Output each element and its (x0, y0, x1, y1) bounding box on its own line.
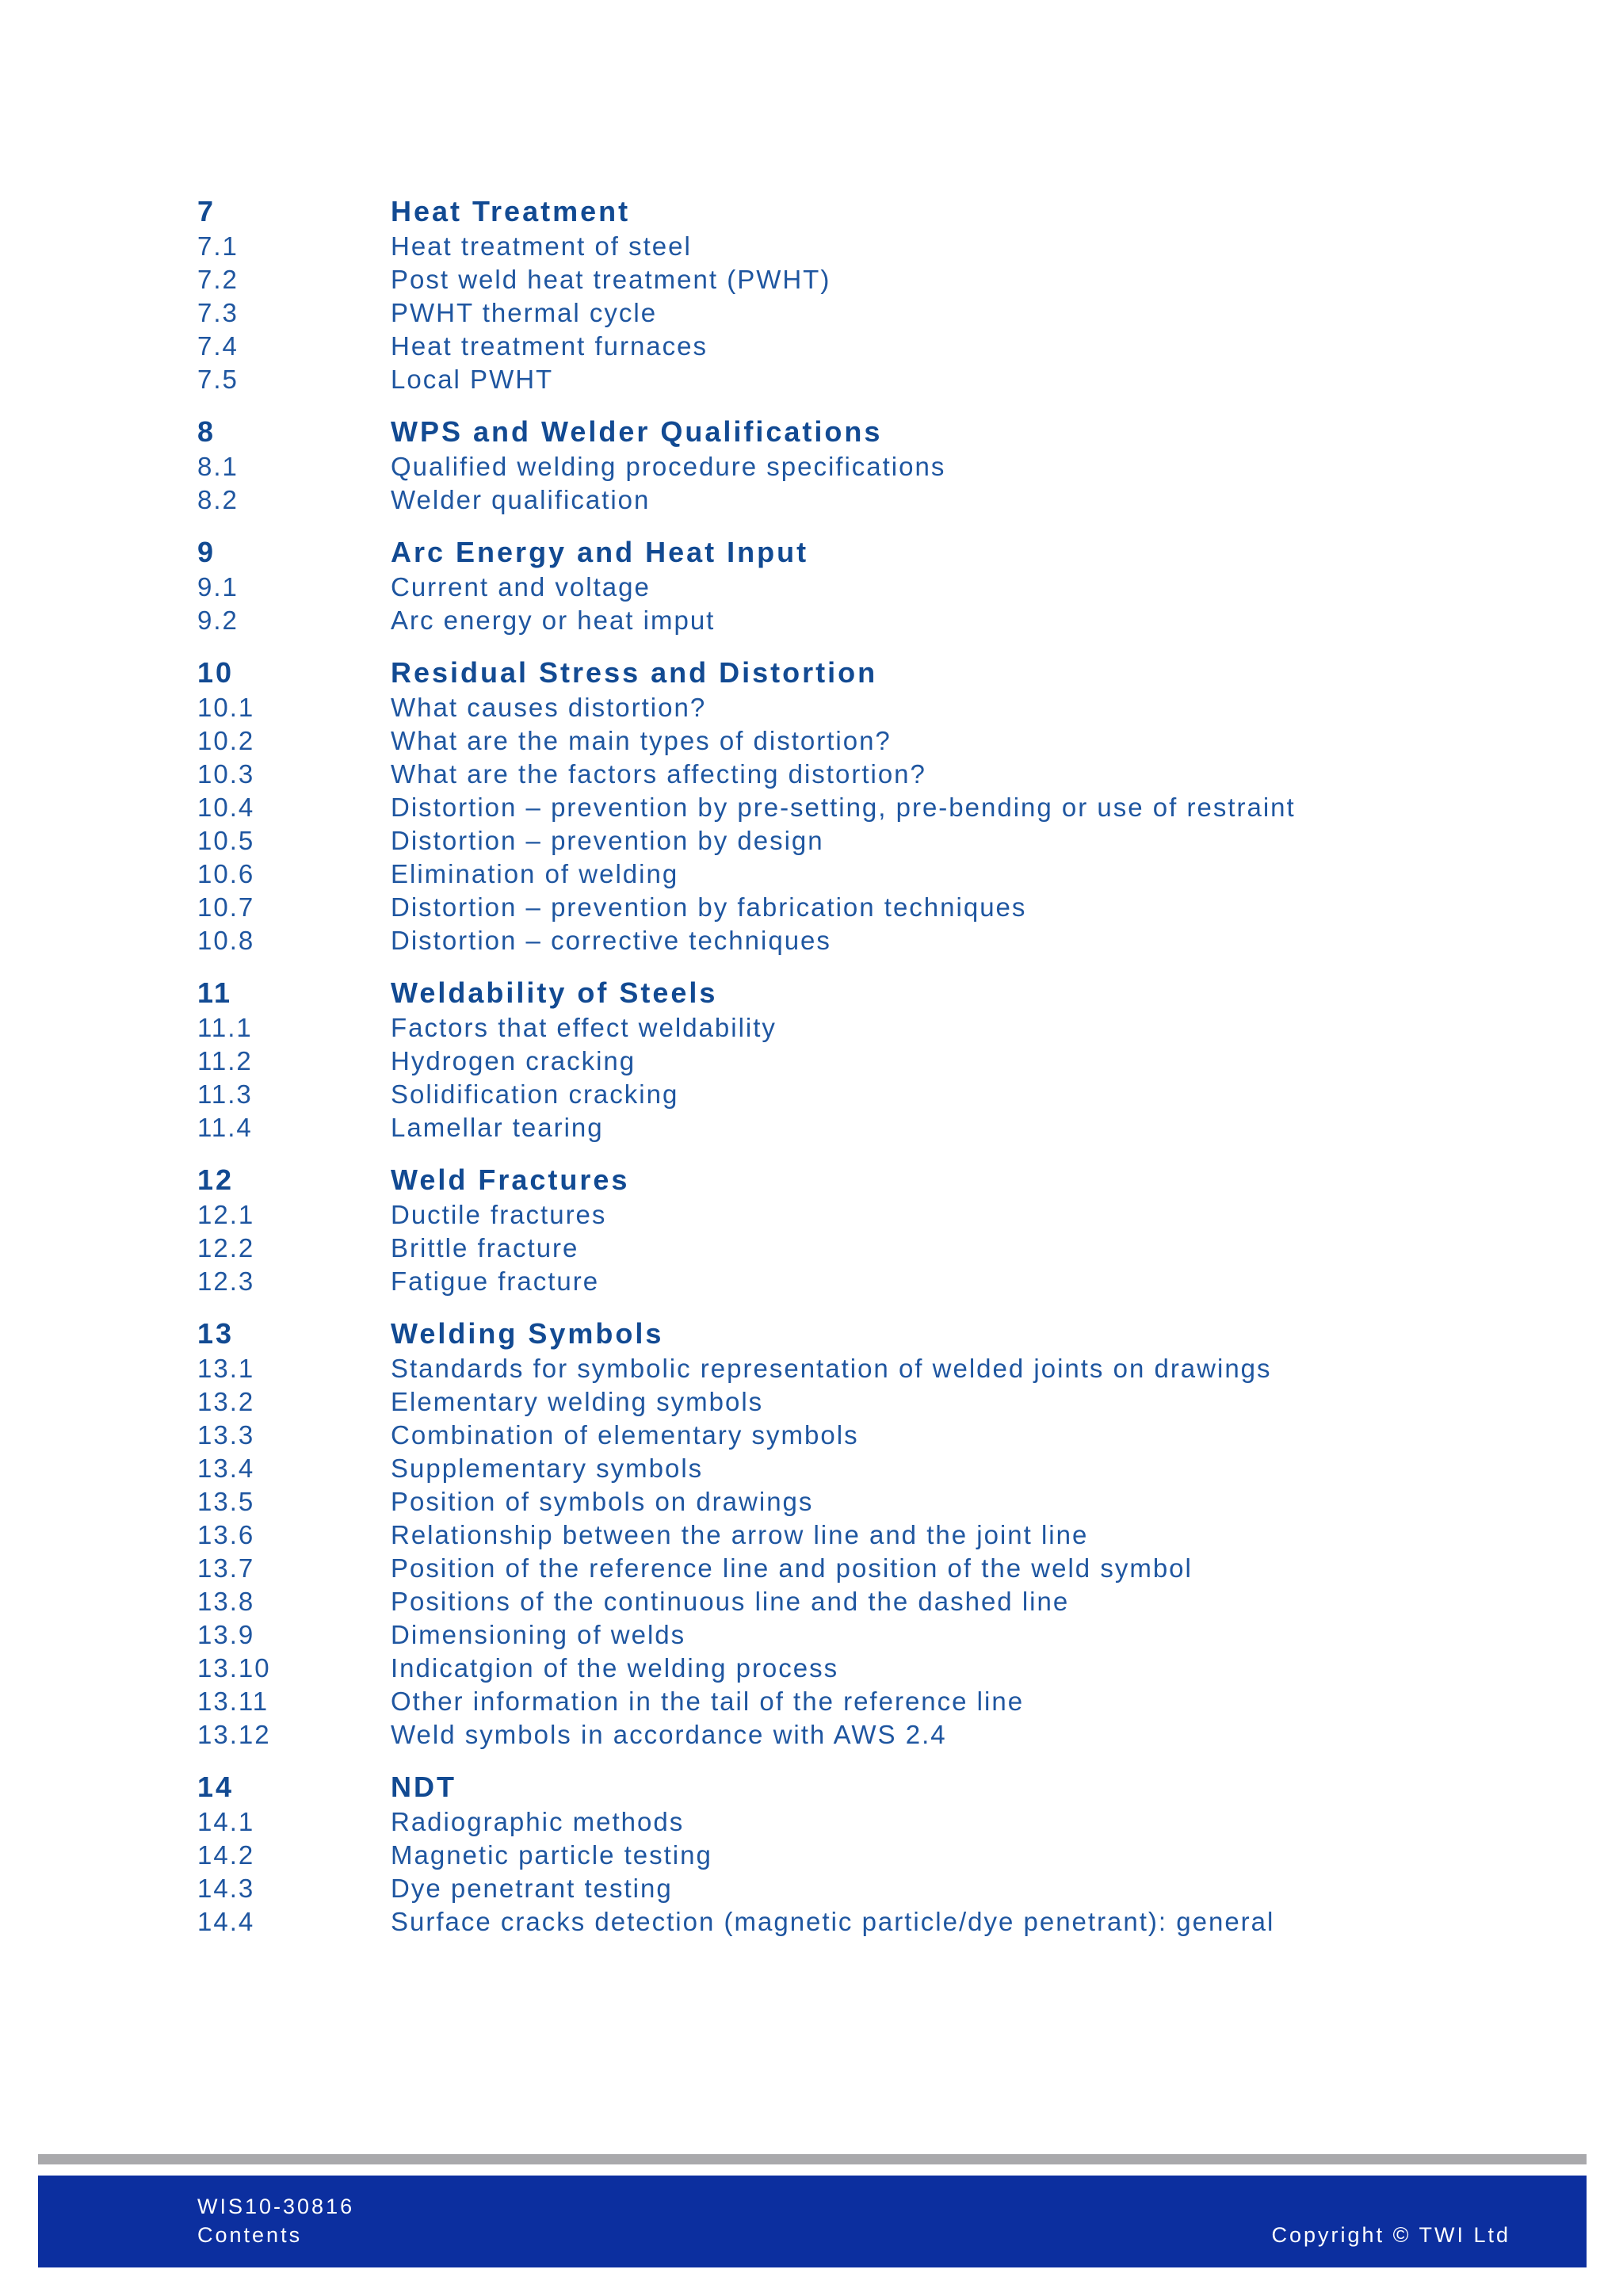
entry-number: 7.5 (197, 365, 239, 394)
toc-entry (197, 1233, 1434, 1266)
entry-number: 7.1 (197, 231, 239, 261)
entry-number: 7.3 (197, 298, 239, 327)
toc-entry (197, 892, 1434, 926)
entry-title: What are the factors affecting distortion? (391, 759, 926, 789)
entry-number: 12.3 (197, 1266, 255, 1296)
toc-entry (197, 1200, 1434, 1233)
entry-number: 7.4 (197, 331, 239, 361)
copyright-notice: Copyright © TWI Ltd (1271, 2223, 1510, 2247)
entry-number: 10.4 (197, 793, 255, 822)
entry-number: 13.10 (197, 1653, 271, 1683)
entry-number: 10.7 (197, 892, 255, 922)
entry-title: Weld symbols in accordance with AWS 2.4 (391, 1720, 947, 1749)
toc-entry (197, 1454, 1434, 1487)
toc-entry (197, 1553, 1434, 1587)
toc-entry (197, 759, 1434, 793)
toc-entry (197, 1420, 1434, 1454)
entry-title: Other information in the tail of the reference line (391, 1687, 1025, 1716)
entry-title: Surface cracks detection (magnetic particle/dye penetrant): general (391, 1907, 1275, 1936)
entry-number: 14.3 (197, 1874, 255, 1903)
entry-number: 13.4 (197, 1454, 255, 1483)
entry-number: 13.12 (197, 1720, 271, 1749)
chapter-title: Welding Symbols (391, 1317, 664, 1350)
page-footer (38, 2176, 1587, 2267)
toc-entry (197, 1687, 1434, 1720)
chapter-title: Heat Treatment (391, 195, 631, 227)
entry-title: Current and voltage (391, 572, 651, 602)
entry-title: Supplementary symbols (391, 1454, 704, 1483)
chapter-number: 8 (197, 415, 216, 448)
entry-title: Qualified welding procedure specifications (391, 452, 946, 481)
toc-entry (197, 1653, 1434, 1687)
entry-title: Lamellar tearing (391, 1113, 604, 1142)
toc-entry (197, 485, 1434, 518)
toc-entry (197, 793, 1434, 826)
toc-chapter-heading (197, 1163, 1434, 1200)
entry-title: Brittle fracture (391, 1233, 579, 1263)
chapter-number: 9 (197, 536, 216, 568)
entry-number: 11.4 (197, 1113, 253, 1142)
entry-number: 11.2 (197, 1046, 253, 1075)
entry-title: Ductile fractures (391, 1200, 607, 1229)
entry-title: Relationship between the arrow line and the joint line (391, 1520, 1089, 1549)
entry-number: 10.8 (197, 926, 255, 955)
toc-entry (197, 693, 1434, 726)
toc-section (197, 976, 1434, 1146)
toc-section (197, 415, 1434, 518)
entry-title: Heat treatment furnaces (391, 331, 708, 361)
toc-entry (197, 1874, 1434, 1907)
toc-entry (197, 1487, 1434, 1520)
chapter-title: NDT (391, 1771, 456, 1803)
entry-title: Elimination of welding (391, 859, 679, 888)
chapter-number: 12 (197, 1163, 235, 1196)
entry-title: Distortion – prevention by design (391, 826, 824, 855)
toc-entry (197, 331, 1434, 365)
toc-entry (197, 1520, 1434, 1553)
toc-entry (197, 1587, 1434, 1620)
entry-number: 11.3 (197, 1079, 253, 1109)
entry-number: 12.1 (197, 1200, 255, 1229)
toc-chapter-heading (197, 656, 1434, 693)
entry-number: 7.2 (197, 265, 239, 294)
toc-entry (197, 1620, 1434, 1653)
toc-entry (197, 1720, 1434, 1753)
entry-title: Distortion – corrective techniques (391, 926, 831, 955)
toc-chapter-heading (197, 195, 1434, 231)
entry-number: 8.1 (197, 452, 239, 481)
entry-number: 13.8 (197, 1587, 255, 1616)
entry-title: Position of symbols on drawings (391, 1487, 814, 1516)
toc-chapter-heading (197, 1317, 1434, 1354)
entry-title: Solidification cracking (391, 1079, 679, 1109)
entry-title: Hydrogen cracking (391, 1046, 636, 1075)
entry-number: 13.7 (197, 1553, 255, 1583)
toc-entry (197, 231, 1434, 265)
entry-number: 9.2 (197, 606, 239, 635)
entry-number: 8.2 (197, 485, 239, 514)
toc-entry (197, 1079, 1434, 1113)
document-code: WIS10-30816 (197, 2195, 355, 2218)
entry-title: Dimensioning of welds (391, 1620, 686, 1649)
toc-entry (197, 1266, 1434, 1300)
footer-divider (38, 2154, 1587, 2164)
entry-number: 13.3 (197, 1420, 255, 1450)
entry-title: Standards for symbolic representation of welded joints on drawings (391, 1354, 1272, 1383)
entry-number: 10.2 (197, 726, 255, 755)
chapter-title: Weldability of Steels (391, 976, 718, 1009)
toc-chapter-heading (197, 1771, 1434, 1807)
chapter-title: WPS and Welder Qualifications (391, 415, 883, 448)
chapter-number: 13 (197, 1317, 235, 1350)
toc-section (197, 1771, 1434, 1940)
toc-entry (197, 1013, 1434, 1046)
entry-number: 13.6 (197, 1520, 255, 1549)
toc-chapter-heading (197, 536, 1434, 572)
toc-entry (197, 1046, 1434, 1079)
toc-entry (197, 606, 1434, 639)
entry-number: 14.4 (197, 1907, 255, 1936)
toc-entry (197, 298, 1434, 331)
entry-title: Magnetic particle testing (391, 1840, 712, 1870)
toc-entry (197, 1113, 1434, 1146)
entry-number: 10.6 (197, 859, 255, 888)
entry-number: 13.1 (197, 1354, 255, 1383)
toc-entry (197, 452, 1434, 485)
chapter-title: Arc Energy and Heat Input (391, 536, 809, 568)
entry-title: Local PWHT (391, 365, 554, 394)
chapter-number: 14 (197, 1771, 235, 1803)
entry-number: 12.2 (197, 1233, 255, 1263)
entry-title: Dye penetrant testing (391, 1874, 673, 1903)
entry-number: 13.11 (197, 1687, 269, 1716)
toc-section (197, 1163, 1434, 1300)
chapter-number: 7 (197, 195, 216, 227)
toc-entry (197, 726, 1434, 759)
toc-entry (197, 826, 1434, 859)
entry-title: Factors that effect weldability (391, 1013, 777, 1042)
entry-number: 9.1 (197, 572, 239, 602)
entry-title: Position of the reference line and position of the weld symbol (391, 1553, 1193, 1583)
toc-entry (197, 859, 1434, 892)
chapter-title: Weld Fractures (391, 1163, 630, 1196)
toc-section (197, 656, 1434, 959)
toc-entry (197, 365, 1434, 398)
entry-title: What are the main types of distortion? (391, 726, 892, 755)
entry-number: 13.2 (197, 1387, 255, 1416)
toc-chapter-heading (197, 976, 1434, 1013)
chapter-number: 10 (197, 656, 235, 689)
entry-number: 11.1 (197, 1013, 253, 1042)
toc-section (197, 195, 1434, 398)
toc-entry (197, 1840, 1434, 1874)
entry-number: 10.5 (197, 826, 255, 855)
entry-number: 13.5 (197, 1487, 255, 1516)
entry-title: Arc energy or heat imput (391, 606, 716, 635)
toc-entry (197, 1807, 1434, 1840)
toc-entry (197, 1387, 1434, 1420)
table-of-contents (197, 195, 1434, 1958)
entry-title: Welder qualification (391, 485, 651, 514)
entry-title: Fatigue fracture (391, 1266, 600, 1296)
entry-title: Elementary welding symbols (391, 1387, 764, 1416)
toc-chapter-heading (197, 415, 1434, 452)
entry-title: PWHT thermal cycle (391, 298, 658, 327)
entry-number: 13.9 (197, 1620, 255, 1649)
entry-title: Indicatgion of the welding process (391, 1653, 839, 1683)
entry-title: Distortion – prevention by pre-setting, pre-bending or use of restraint (391, 793, 1296, 822)
document-section: Contents (197, 2223, 303, 2247)
entry-title: Combination of elementary symbols (391, 1420, 859, 1450)
toc-section (197, 536, 1434, 639)
entry-number: 14.2 (197, 1840, 255, 1870)
entry-title: What causes distortion? (391, 693, 707, 722)
entry-number: 10.3 (197, 759, 255, 789)
entry-title: Heat treatment of steel (391, 231, 692, 261)
toc-entry (197, 926, 1434, 959)
toc-entry (197, 572, 1434, 606)
chapter-number: 11 (197, 976, 233, 1009)
toc-section (197, 1317, 1434, 1753)
toc-entry (197, 1354, 1434, 1387)
entry-title: Distortion – prevention by fabrication techniques (391, 892, 1027, 922)
toc-entry (197, 265, 1434, 298)
chapter-title: Residual Stress and Distortion (391, 656, 878, 689)
entry-number: 14.1 (197, 1807, 255, 1836)
toc-entry (197, 1907, 1434, 1940)
entry-number: 10.1 (197, 693, 255, 722)
entry-title: Post weld heat treatment (PWHT) (391, 265, 831, 294)
entry-title: Positions of the continuous line and the dashed line (391, 1587, 1070, 1616)
entry-title: Radiographic methods (391, 1807, 685, 1836)
